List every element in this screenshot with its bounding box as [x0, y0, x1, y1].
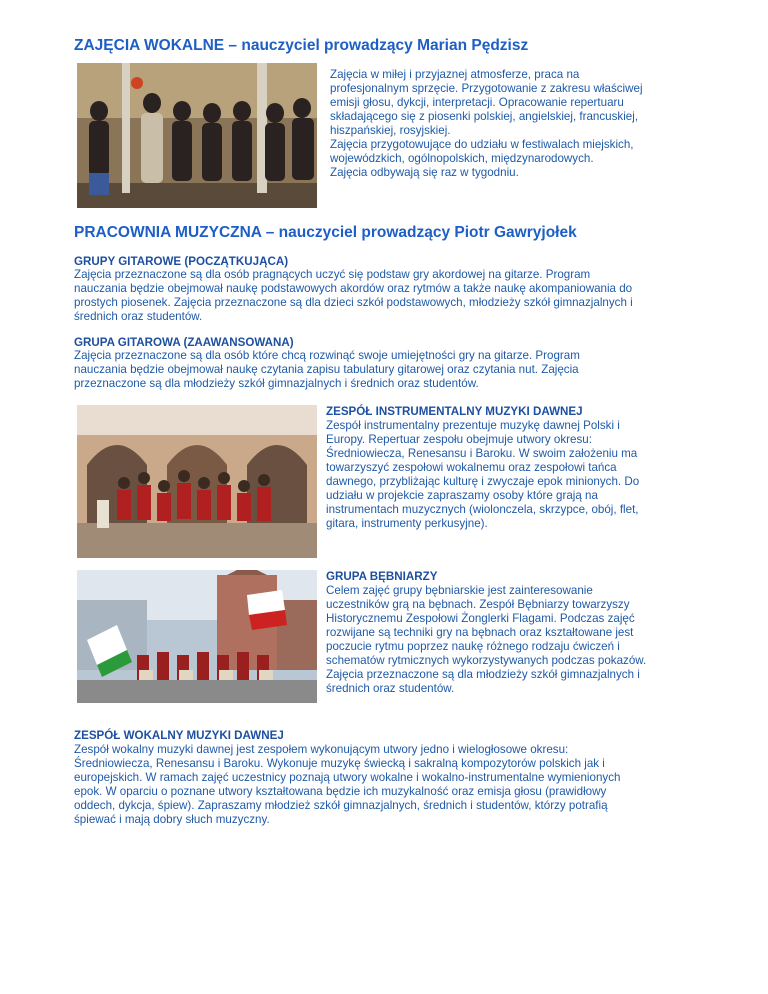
- guitar-beginner-description: [74, 268, 633, 324]
- text-line: profesjonalnym sprzęcie. Przygotowanie z zakresu właściwej: [330, 82, 643, 95]
- text-line: średnich oraz studentów.: [74, 310, 203, 323]
- early-vocal-title: ZESPÓŁ WOKALNY MUZYKI DAWNEJ: [74, 729, 284, 742]
- text-line: towarzyszyć zespołowi wokalnemu oraz zespołowi tańca: [326, 461, 617, 474]
- text-line: Zajęcia przeznaczone są dla młodzieży szkół gimnazjalnych i: [326, 668, 640, 681]
- vocal-description: [330, 68, 643, 180]
- text-line: epok. W oparciu o poznane utwory kształtowana będzie ich muzykalność oraz emisja głosu (prawidłowy: [74, 785, 607, 798]
- text-line: schematów rytmicznych wykorzystywanych podczas pokazów.: [326, 654, 647, 667]
- music-heading: PRACOWNIA MUZYCZNA – nauczyciel prowadzący Piotr Gawryjołek: [74, 224, 577, 241]
- text-line: Średniowiecza, Renesansu i Baroku. Wykonuje muzykę świecką i sakralną kompozytorów polskich jak i: [74, 757, 605, 770]
- text-line: poczucie rytmu poprzez naukę różnego rodzaju ćwiczeń i: [326, 640, 620, 653]
- text-line: uczestników grą na bębnach. Zespół Bębniarzy towarzyszy: [326, 598, 630, 611]
- guitar-advanced-description: [74, 349, 580, 391]
- text-line: udziału w projekcie zapraszamy osoby które grają na: [326, 489, 598, 502]
- text-line: Zespół instrumentalny prezentuje muzykę dawnej Polski i: [326, 419, 620, 432]
- text-line: oddech, dykcja, śpiew). Zapraszamy młodzież szkół gimnazjalnych, średnich i studentów, którzy potrafią: [74, 799, 608, 812]
- text-line: Zajęcia przeznaczone są dla osób pragnących uczyć się podstaw gry akordowej na gitarze. Program: [74, 268, 591, 281]
- text-line: prostych piosenek. Zajęcia przeznaczone są dla dzieci szkół podstawowych, młodzieży szkół gimnazjalnych i: [74, 296, 633, 309]
- text-line: przeznaczone są dla młodzieży szkół gimnazjalnych i średnich oraz studentów.: [74, 377, 479, 390]
- text-line: dawnego, przybliżając kulturę i zwyczaje epok minionych. Do: [326, 475, 640, 488]
- early-instrumental-photo: [77, 405, 317, 558]
- guitar-beginner-title: GRUPY GITAROWE (POCZĄTKUJĄCA): [74, 255, 289, 268]
- text-line: wojewódzkich, ogólnopolskich, międzynarodowych.: [330, 152, 594, 165]
- text-line: średnich oraz studentów.: [326, 682, 455, 695]
- text-line: gitara, instrumenty perkusyjne).: [326, 517, 488, 530]
- early-vocal-description: [74, 743, 620, 827]
- drummers-photo: [77, 570, 317, 703]
- text-line: Zajęcia odbywają się raz w tygodniu.: [330, 166, 519, 179]
- text-line: składającego się z piosenki polskiej, angielskiej, francuskiej,: [330, 110, 639, 123]
- text-line: Zajęcia przeznaczone są dla osób które chcą rozwinąć swoje umiejętności gry na gitarze. Program: [74, 349, 580, 362]
- text-line: emisji głosu, dykcji, interpretacji. Opracowanie repertuaru: [330, 96, 624, 109]
- early-instrumental-title: ZESPÓŁ INSTRUMENTALNY MUZYKI DAWNEJ: [326, 405, 583, 418]
- text-line: Zajęcia w miłej i przyjaznej atmosferze, praca na: [330, 68, 580, 81]
- vocal-group-photo: [77, 63, 317, 208]
- text-line: Celem zajęć grupy bębniarskie jest zainteresowanie: [326, 584, 593, 597]
- text-line: rozwijane są techniki gry na bębnach oraz kształtowane jest: [326, 626, 634, 639]
- text-line: Zajęcia przygotowujące do udziału w festiwalach miejskich,: [330, 138, 634, 151]
- text-line: nauczania będzie obejmował naukę czytania zapisu tabulatury gitarowej oraz czytania nut. Zajęcia: [74, 363, 579, 376]
- text-line: Historycznemu Zespołowi Żonglerki Flagami. Podczas zajęć: [326, 612, 635, 625]
- vocal-heading: ZAJĘCIA WOKALNE – nauczyciel prowadzący Marian Pędzisz: [74, 37, 529, 54]
- text-line: hiszpańskiej, rosyjskiej.: [330, 124, 451, 137]
- text-line: nauczania będzie obejmował naukę podstawowych akordów oraz rytmów a także naukę akompaniowania do: [74, 282, 633, 295]
- text-line: instrumentach muzycznych (wiolonczela, skrzypce, obój, flet,: [326, 503, 639, 516]
- early-instrumental-description: [326, 419, 639, 531]
- guitar-advanced-title: GRUPA GITAROWA (ZAAWANSOWANA): [74, 336, 294, 349]
- text-line: Zespół wokalny muzyki dawnej jest zespołem wykonującym utwory jedno i wielogłosowe okresu:: [74, 743, 569, 756]
- text-line: Europy. Repertuar zespołu obejmuje utwory okresu:: [326, 433, 592, 446]
- drummers-description: [326, 584, 646, 696]
- drummers-title: GRUPA BĘBNIARZY: [326, 570, 438, 583]
- text-line: europejskich. W ramach zajęć uczestnicy poznają utwory wokalne i wokalno-instrumentalne wymienionych: [74, 771, 621, 784]
- text-line: Średniowiecza, Renesansu i Baroku. W swoim założeniu ma: [326, 447, 638, 460]
- text-line: śpiewać i mają dobry słuch muzyczny.: [74, 813, 270, 826]
